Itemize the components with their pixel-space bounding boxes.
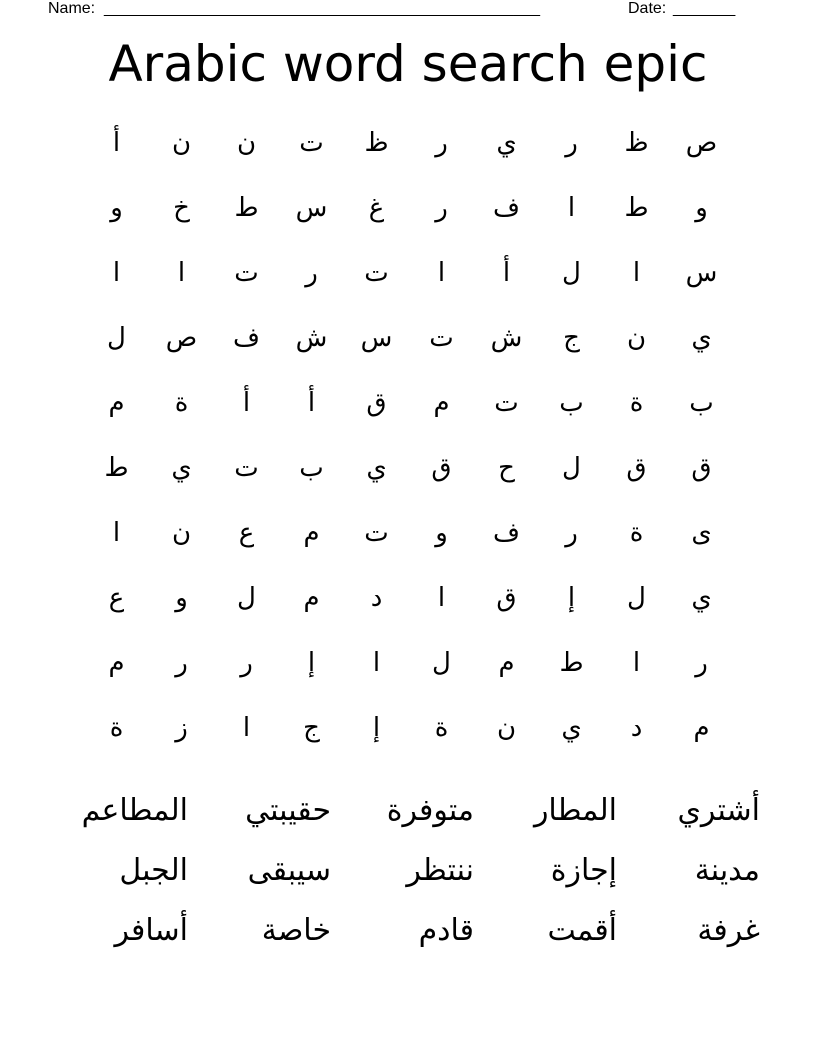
word-row — [40, 900, 760, 960]
grid-cell: ف — [493, 192, 520, 223]
search-word: سيبقى — [247, 852, 331, 888]
grid-cell: ت — [364, 257, 389, 288]
grid-cell: ر — [435, 192, 448, 223]
grid-cell: ق — [366, 387, 387, 418]
grid-cell: و — [435, 517, 448, 548]
grid-cell: ل — [562, 257, 581, 288]
grid-cell: س — [360, 322, 393, 353]
grid-cell: ص — [165, 322, 198, 353]
word-list — [40, 780, 760, 960]
grid-cell: ط — [559, 647, 584, 678]
grid-cell: م — [433, 387, 450, 418]
grid-cell: ق — [691, 452, 712, 483]
grid-cell: م — [498, 647, 515, 678]
grid-cell: ق — [431, 452, 452, 483]
grid-cell: خ — [173, 192, 190, 223]
grid-cell: ن — [171, 517, 192, 548]
grid-cell: ف — [233, 322, 260, 353]
grid-cell: أ — [242, 387, 251, 418]
grid-cell: م — [303, 517, 320, 548]
grid-cell: ر — [565, 127, 578, 158]
search-word: غرفة — [697, 912, 760, 948]
grid-cell: ي — [171, 452, 192, 483]
grid-cell: ة — [434, 712, 449, 743]
grid-cell: ا — [242, 712, 251, 743]
name-blank: _________________________________________________ — [104, 0, 541, 17]
grid-cell: ت — [299, 127, 324, 158]
grid-cell: ر — [695, 647, 708, 678]
grid-cell: و — [175, 582, 188, 613]
grid-cell: ا — [177, 257, 186, 288]
grid-row — [84, 110, 734, 175]
grid-cell: ي — [366, 452, 387, 483]
grid-row — [84, 435, 734, 500]
grid-cell: ا — [437, 257, 446, 288]
grid-cell: ل — [107, 322, 126, 353]
search-word: الجبل — [119, 852, 188, 888]
letter-grid — [84, 110, 734, 760]
grid-cell: إ — [372, 712, 381, 743]
search-word: المطار — [533, 792, 617, 828]
grid-row — [84, 175, 734, 240]
grid-cell: م — [108, 647, 125, 678]
grid-cell: ت — [234, 257, 259, 288]
grid-row — [84, 305, 734, 370]
grid-cell: ي — [691, 322, 712, 353]
grid-cell: ي — [496, 127, 517, 158]
grid-row — [84, 630, 734, 695]
grid-cell: ت — [494, 387, 519, 418]
grid-cell: ا — [372, 647, 381, 678]
grid-cell: ظ — [624, 127, 649, 158]
grid-cell: ر — [305, 257, 318, 288]
grid-cell: ن — [236, 127, 257, 158]
grid-cell: م — [108, 387, 125, 418]
grid-cell: ن — [171, 127, 192, 158]
grid-cell: أ — [112, 127, 121, 158]
grid-cell: ط — [234, 192, 259, 223]
search-word: حقيبتي — [245, 792, 331, 828]
grid-cell: د — [630, 712, 643, 743]
grid-cell: ي — [561, 712, 582, 743]
grid-cell: ع — [108, 582, 125, 613]
search-word: إجازة — [550, 852, 617, 888]
grid-cell: ب — [299, 452, 324, 483]
grid-cell: إ — [567, 582, 576, 613]
grid-cell: ط — [624, 192, 649, 223]
grid-cell: ف — [493, 517, 520, 548]
grid-cell: ا — [112, 517, 121, 548]
grid-cell: ل — [237, 582, 256, 613]
search-word: قادم — [418, 912, 474, 948]
grid-cell: م — [303, 582, 320, 613]
grid-cell: ت — [364, 517, 389, 548]
grid-cell: س — [295, 192, 328, 223]
grid-cell: أ — [307, 387, 316, 418]
grid-cell: ة — [174, 387, 189, 418]
grid-row — [84, 500, 734, 565]
grid-cell: ظ — [364, 127, 389, 158]
grid-cell: و — [110, 192, 123, 223]
grid-cell: ر — [175, 647, 188, 678]
page-title: Arabic word search epic — [108, 35, 708, 93]
search-word: أقمت — [547, 912, 617, 948]
grid-cell: ا — [632, 257, 641, 288]
grid-cell: ز — [175, 712, 188, 743]
date-label: Date: — [628, 0, 667, 17]
word-row — [40, 840, 760, 900]
grid-cell: ا — [567, 192, 576, 223]
grid-row — [84, 695, 734, 760]
grid-cell: ا — [112, 257, 121, 288]
date-blank: _______ — [673, 0, 736, 17]
search-word: ننتظر — [406, 852, 474, 888]
grid-cell: ج — [303, 712, 320, 743]
grid-row — [84, 240, 734, 305]
search-word: متوفرة — [386, 792, 474, 828]
search-word: أسافر — [114, 912, 188, 948]
grid-cell: ا — [632, 647, 641, 678]
grid-cell: ن — [496, 712, 517, 743]
grid-cell: ل — [562, 452, 581, 483]
grid-cell: ن — [626, 322, 647, 353]
grid-cell: ل — [432, 647, 451, 678]
grid-cell: ا — [437, 582, 446, 613]
grid-cell: غ — [368, 192, 385, 223]
grid-cell: ب — [559, 387, 584, 418]
grid-cell: ق — [626, 452, 647, 483]
grid-cell: س — [685, 257, 718, 288]
grid-cell: أ — [502, 257, 511, 288]
grid-cell: ح — [498, 452, 515, 483]
word-row — [40, 780, 760, 840]
grid-cell: إ — [307, 647, 316, 678]
name-label: Name: — [48, 0, 96, 17]
grid-cell: ش — [490, 322, 523, 353]
search-word: خاصة — [261, 912, 331, 948]
grid-cell: ي — [691, 582, 712, 613]
grid-cell: و — [695, 192, 708, 223]
search-word: مدينة — [694, 852, 760, 888]
grid-cell: د — [370, 582, 383, 613]
grid-cell: ة — [629, 387, 644, 418]
grid-row — [84, 565, 734, 630]
search-word: أشتري — [677, 792, 760, 828]
grid-cell: ع — [238, 517, 255, 548]
grid-cell: ى — [691, 517, 712, 548]
grid-cell: ت — [429, 322, 454, 353]
grid-cell: ة — [109, 712, 124, 743]
grid-cell: ل — [627, 582, 646, 613]
grid-cell: ر — [565, 517, 578, 548]
grid-cell: ب — [689, 387, 714, 418]
grid-cell: ر — [435, 127, 448, 158]
grid-cell: ق — [496, 582, 517, 613]
header-line — [48, 0, 748, 22]
grid-cell: ش — [295, 322, 328, 353]
grid-cell: ط — [104, 452, 129, 483]
grid-cell: ت — [234, 452, 259, 483]
grid-cell: ج — [563, 322, 580, 353]
search-word: المطاعم — [81, 792, 188, 828]
grid-row — [84, 370, 734, 435]
grid-cell: ص — [685, 127, 718, 158]
grid-cell: ة — [629, 517, 644, 548]
grid-cell: م — [693, 712, 710, 743]
grid-cell: ر — [240, 647, 253, 678]
